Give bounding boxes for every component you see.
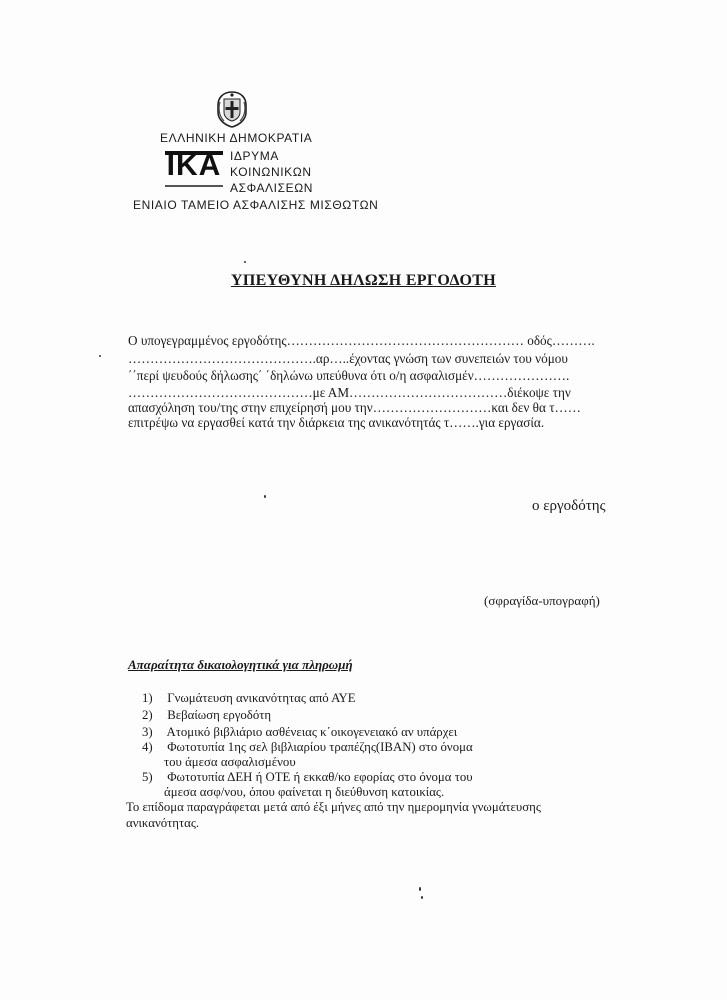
body-line-2: …………………………………….αρ…..έχοντας γνώση των συνεπειών του νόμου [128,351,568,366]
scan-speck [419,887,421,891]
ika-logo [165,149,223,191]
item-text: Φωτοτυπία ΔΕΗ ή ΟΤΕ ή εκκαθ/κο εφορίας στο όνομα του [167,770,473,784]
header-institute: ΙΔΡΥΜΑ [230,149,279,163]
body-line-6: επιτρέψω να εργασθεί κατά την διάρκεια της ανικανότητάς τ…….για εργασία. [128,415,545,430]
document-item-3 [0,725,457,740]
document-item-5-continuation: άμεσα ασφ/νου, όπου φαίνεται η διεύθυνση κατοικίας. [164,785,445,799]
required-documents-heading: Απαραίτητα δικαιολογητικά για πληρωμή [128,657,353,672]
item-number: 2) [142,708,153,722]
ika-logo-text: ΙΚΑ [166,149,222,182]
document-item-5 [0,770,473,785]
body-line-5: απασχόληση του/της στην επιχείρησή μου την………………………και δεν θα τ…… [128,400,581,415]
header-social: ΚΟΙΝΩΝΙΚΩΝ [230,165,312,179]
header-insurance: ΑΣΦΑΛΙΣΕΩΝ [230,181,314,195]
item-text: Ατομικό βιβλιάριο ασθένειας κ΄οικογενειακό αν υπάρχει [166,725,458,739]
item-number: 4) [142,740,153,754]
item-text: Φωτοτυπία 1ης σελ βιβλιαρίου τραπέζης(IBAN) στο όνομα [167,740,473,754]
body-line-1: Ο υπογεγραμμένος εργοδότης……………………………………………… οδός………. [128,333,595,348]
scan-speck [421,896,423,899]
header-republic: ΕΛΛΗΝΙΚΗ ΔΗΜΟΚΡΑΤΙΑ [160,131,313,145]
body-line-3: ΄΄περί ψευδούς δήλωσης΄ ΄δηλώνω υπεύθυνα ότι ο/η ασφαλισμέν…………………. [128,368,570,383]
item-number: 1) [142,691,153,705]
scan-speck [264,495,266,498]
item-number: 3) [142,725,153,739]
employer-label: ο εργοδότης [532,498,606,514]
item-number: 5) [142,770,153,784]
stamp-signature-label: (σφραγίδα-υπογραφή) [484,593,600,608]
expiry-note-line-1: Το επίδομα παραγράφεται μετά από έξι μήνες από την ημερομηνία γνωμάτευσης [126,800,541,814]
document-item-4 [0,740,473,755]
scan-speck [244,261,246,263]
body-line-4: ……………………………………με ΑΜ………………………………διέκοψε την [128,385,571,400]
document-item-1 [0,691,356,706]
document-title: ΥΠΕΥΘΥΝΗ ΔΗΛΩΣΗ ΕΡΓΟΔΟΤΗ [231,272,496,289]
header-fund-name: ΕΝΙΑΙΟ ΤΑΜΕΙΟ ΑΣΦΑΛΙΣΗΣ ΜΙΣΘΩΤΩΝ [133,198,379,212]
item-text: Βεβαίωση εργοδότη [167,708,272,722]
expiry-note-line-2: ανικανότητας. [126,816,200,830]
scan-speck [99,355,101,357]
document-item-2 [0,708,271,723]
document-item-4-continuation: του άμεσα ασφαλισμένου [164,755,296,769]
greek-coat-of-arms-icon [213,90,251,128]
item-text: Γνωμάτευση ανικανότητας από ΑΥΕ [167,691,356,705]
